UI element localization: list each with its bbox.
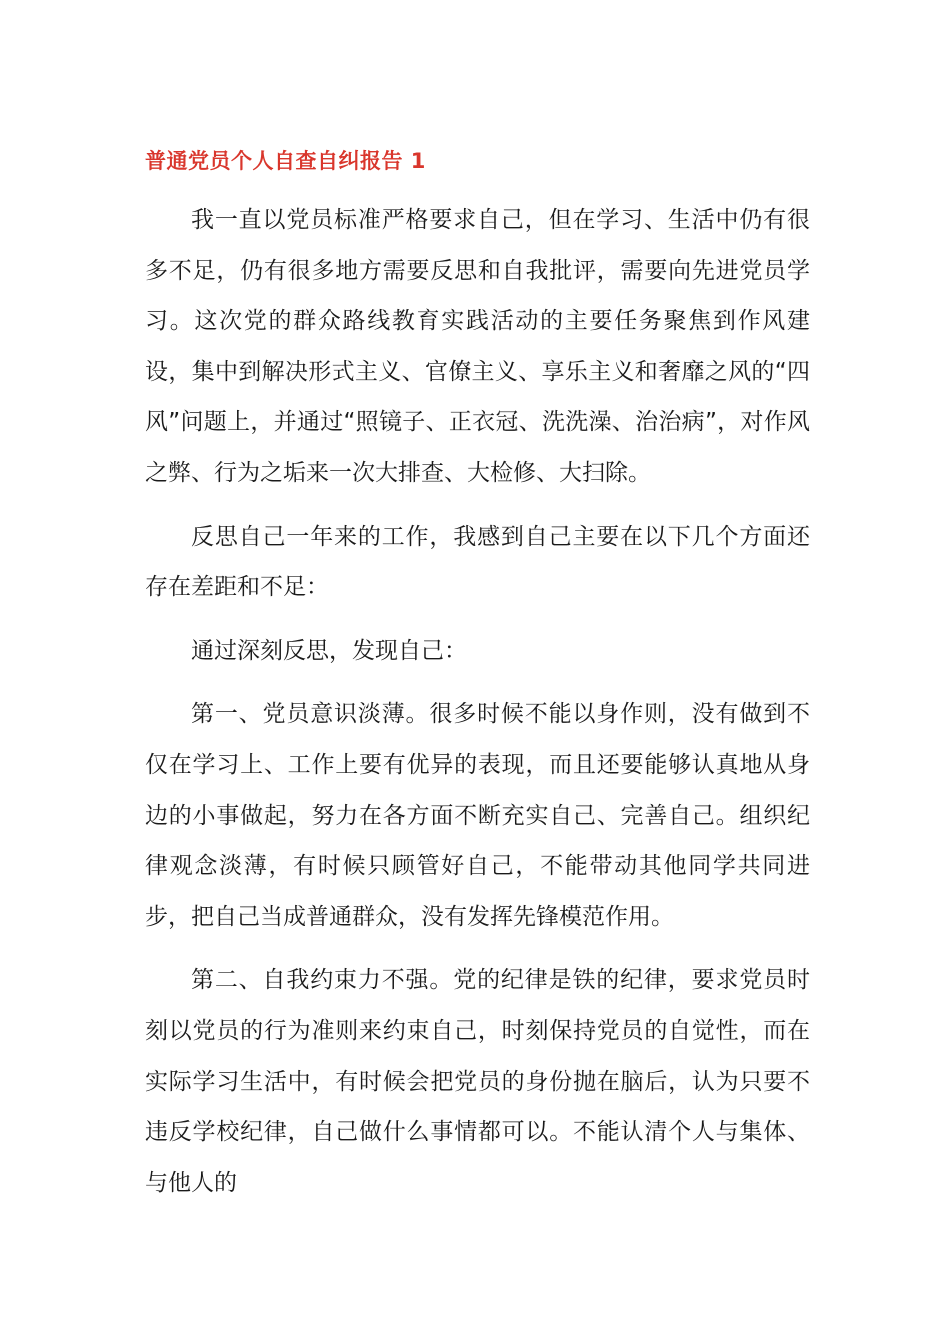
document-title: 普通党员个人自查自纠报告 1	[145, 149, 426, 173]
paragraph-intro: 我一直以党员标准严格要求自己，但在学习、生活中仍有很多不足，仍有很多地方需要反思和自我批评，需要向先进党员学习。这次党的群众路线教育实践活动的主要任务聚焦到作风建设，集中到解决形式主义、官僚主义、享乐主义和奢靡之风的“四风”问题上，并通过“照镜子、正衣冠、洗洗澡、治治病”，对作风之弊、行为之垢来一次大排查、大检修、大扫除。	[145, 207, 810, 486]
paragraph-point-two: 第二、自我约束力不强。党的纪律是铁的纪律，要求党员时刻以党员的行为准则来约束自己，时刻保持党员的自觉性，而在实际学习生活中，有时候会把党员的身份抛在脑后，认为只要不违反学校纪律，自己做什么事情都可以。不能认清个人与集体、与他人的	[145, 967, 810, 1196]
paragraph-findings-lead: 通过深刻反思，发现自己：	[191, 637, 467, 664]
paragraph-reflection: 反思自己一年来的工作，我感到自己主要在以下几个方面还存在差距和不足：	[145, 523, 810, 601]
paragraph-point-one: 第一、党员意识淡薄。很多时候不能以身作则，没有做到不仅在学习上、工作上要有优异的表现，而且还要能够认真地从身边的小事做起，努力在各方面不断充实自己、完善自己。组织纪律观念淡薄，有时候只顾管好自己，不能带动其他同学共同进步，把自己当成普通群众，没有发挥先锋模范作用。	[145, 701, 810, 930]
document-body	[145, 195, 810, 1221]
